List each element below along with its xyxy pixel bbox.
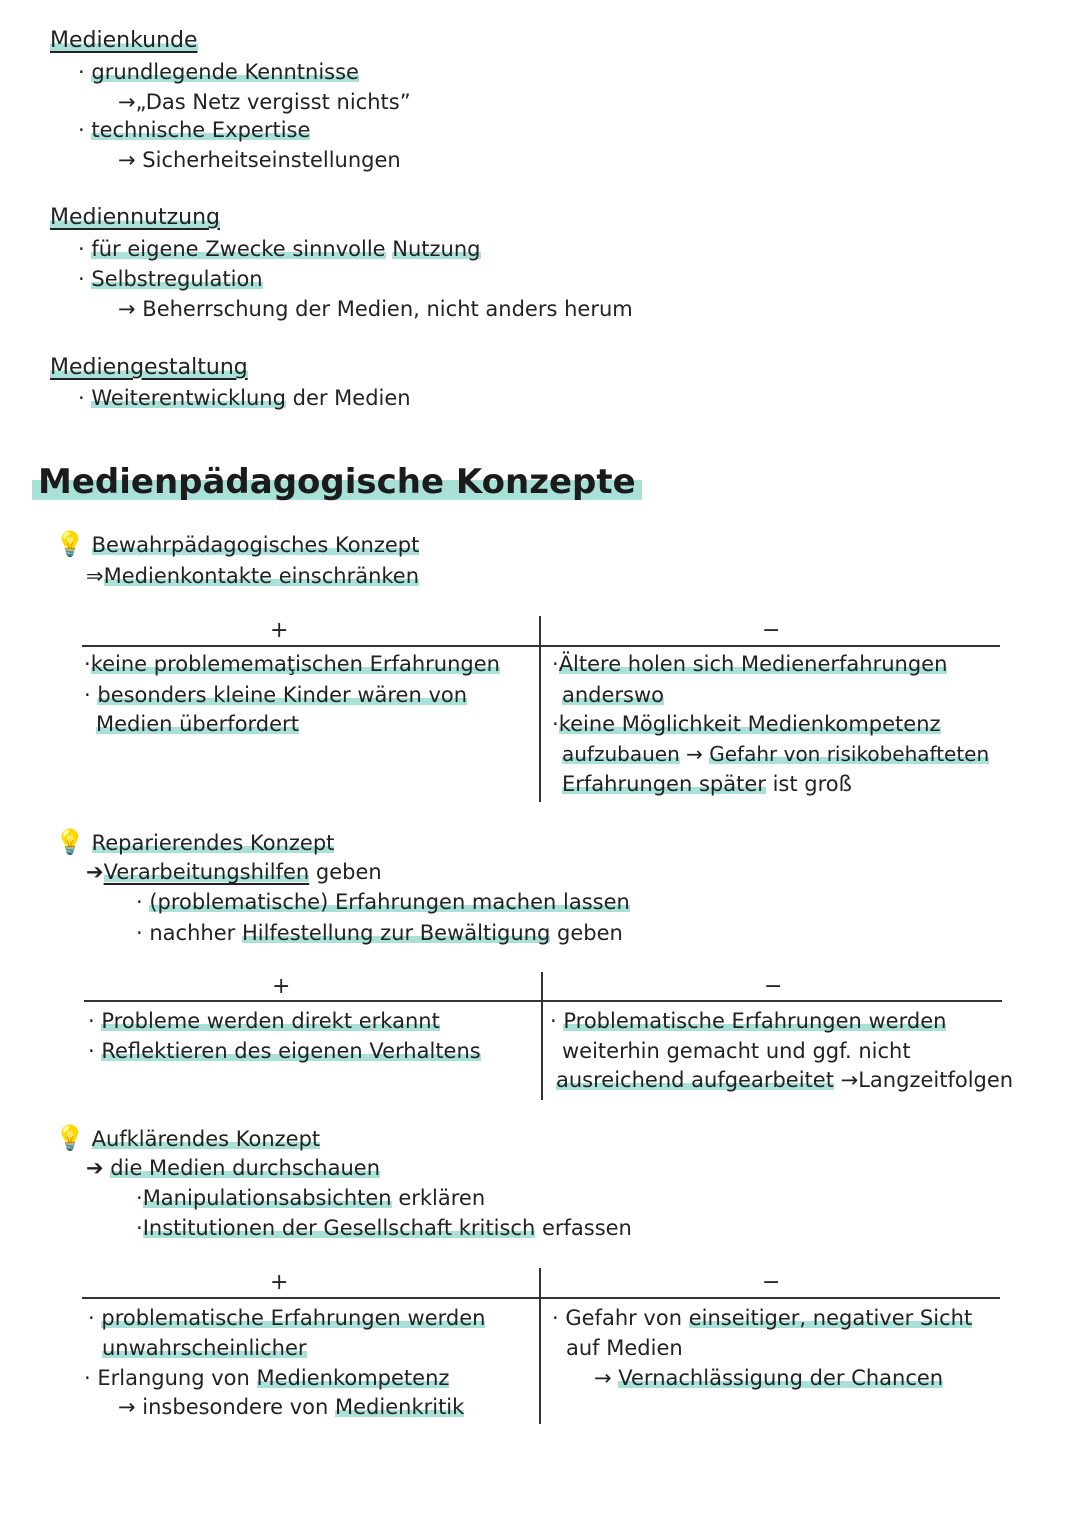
k1-pro-1: ·keine problememaţischen Erfahrungen	[84, 652, 500, 676]
k1-con-2: ·keine Möglichkeit Medienkompetenz	[552, 712, 941, 736]
k2-pro-2: · Reflektieren des eigenen Verhaltens	[88, 1039, 481, 1063]
mediengestaltung-heading: Mediengestaltung	[50, 355, 248, 380]
k3-subtitle-row	[86, 1156, 380, 1180]
k3-title-row	[55, 1124, 320, 1152]
k2-con-1-text: Problematische Erfahrungen werden	[563, 1009, 947, 1033]
k2-bullet-2: · nachher Hilfestellung zur Bewältigung geben	[136, 921, 623, 945]
k2-bullet-2-a: nachher	[149, 921, 236, 945]
k1-con-2b	[562, 742, 989, 766]
medienkunde-bullet-1: · grundlegende Kenntnisse	[78, 60, 359, 84]
k2-con-2-text: weiterhin gemacht und ggf. nicht	[562, 1039, 911, 1063]
k3-con-1-b: einseitiger, negativer Sicht	[688, 1306, 973, 1330]
arrow-right-icon: ➔	[86, 1156, 111, 1180]
k3-pro-1b	[102, 1336, 307, 1360]
mediengestaltung-bullet-1-text: Weiterentwicklung	[91, 386, 286, 410]
mediennutzung-bullet-2: · Selbstregulation	[78, 267, 263, 291]
k1-con-2-text: keine Möglichkeit Medienkompetenz	[558, 712, 941, 736]
k3-pro-2-b: Medienkompetenz	[256, 1366, 450, 1390]
k2-pro-1: · Probleme werden direkt erkannt	[88, 1009, 440, 1033]
medienkunde-bullet-2: · technische Expertise	[78, 118, 311, 142]
k3-plus-header: +	[270, 1270, 289, 1295]
k1-subtitle-row	[86, 564, 419, 588]
k3-con-1-a: Gefahr von	[565, 1306, 683, 1330]
k2-con-2	[562, 1039, 911, 1063]
k2-con-3-text: ausreichend aufgearbeitet	[556, 1068, 834, 1092]
k2-minus-header: −	[764, 974, 783, 999]
k1-con-2c-end: ist groß	[772, 772, 852, 796]
medienkunde-bullet-1-text: grundlegende Kenntnisse	[91, 60, 359, 84]
k2-con-3-end: Langzeitfolgen	[858, 1068, 1014, 1092]
k2-pro-1-text: Probleme werden direkt erkannt	[101, 1009, 440, 1033]
medienkunde-sub-2-text: Sicherheitseinstellungen	[142, 148, 401, 172]
medienkunde-sub-1	[118, 90, 411, 114]
mediennutzung-bullet-1-text: für eigene Zwecke sinnvolle	[91, 237, 386, 261]
k3-pro-2: · Erlangung von Medienkompetenz	[84, 1366, 450, 1390]
k1-title-row	[55, 530, 419, 558]
k1-con-1: ·Ältere holen sich Medienerfahrungen	[552, 652, 948, 676]
arrow-right-icon: →	[118, 148, 143, 172]
arrow-right-icon: →	[118, 297, 143, 321]
k3-pro-2-sub	[118, 1395, 464, 1419]
k1-pro-2-text: besonders kleine Kinder wären von	[97, 683, 468, 707]
k2-subtitle-end: geben	[315, 860, 382, 884]
k2-table-hline	[84, 1000, 1002, 1002]
k3-con-3-text: Vernachlässigung der Chancen	[618, 1366, 944, 1390]
k2-table-vline	[541, 972, 543, 1100]
k3-title: Aufklärendes Konzept	[91, 1127, 321, 1151]
k1-title: Bewahrpädagogisches Konzept	[91, 533, 420, 557]
medienkunde-sub-1-text: „Das Netz vergisst nichts”	[135, 90, 411, 114]
k3-minus-header: −	[762, 1270, 781, 1295]
k3-bullet-1-a: Manipulationsabsichten	[142, 1186, 392, 1210]
k2-con-1: · Problematische Erfahrungen werden	[550, 1009, 947, 1033]
k3-pro-1-text: problematische Erfahrungen werden	[101, 1306, 486, 1330]
k2-title: Reparierendes Konzept	[91, 831, 335, 855]
k3-bullet-2-a: Institutionen der Gesellschaft kritisch	[142, 1216, 536, 1240]
k1-con-1b	[562, 683, 664, 707]
k2-plus-header: +	[272, 974, 291, 999]
k3-bullet-2: ·Institutionen der Gesellschaft kritisch erfassen	[136, 1216, 632, 1240]
k3-con-1: · Gefahr von einseitiger, negativer Sicht	[552, 1306, 973, 1330]
k1-table-hline	[82, 645, 1000, 647]
k2-subtitle: Verarbeitungshilfen	[103, 860, 310, 884]
k3-bullet-1: ·Manipulationsabsichten erklären	[136, 1186, 486, 1210]
k1-con-2c-text: Erfahrungen später	[562, 772, 766, 796]
medienkunde-sub-2	[118, 148, 401, 172]
k3-table-hline	[82, 1297, 1000, 1299]
arrow-right-icon: →	[686, 742, 703, 766]
k2-bullet-1-text: (problematische) Erfahrungen machen lassen	[149, 890, 630, 914]
mediengestaltung-bullet-1-end: der Medien	[292, 386, 411, 410]
k2-title-row	[55, 828, 334, 856]
mediennutzung-bullet-1-end: Nutzung	[392, 237, 481, 261]
k2-bullet-2-c: geben	[557, 921, 623, 945]
k1-minus-header: −	[762, 618, 781, 643]
k1-pro-2: · besonders kleine Kinder wären von	[84, 683, 468, 707]
mediennutzung-sub-2	[118, 297, 633, 321]
k2-bullet-1: · (problematische) Erfahrungen machen lassen	[136, 890, 630, 914]
k3-pro-1: · problematische Erfahrungen werden	[88, 1306, 486, 1330]
lightbulb-icon: 💡	[55, 828, 85, 856]
k3-pro-2-a: Erlangung von	[97, 1366, 250, 1390]
k3-pro-1b-text: unwahrscheinlicher	[102, 1336, 307, 1360]
k1-con-2b-risk: Gefahr von risikobehafteten	[709, 742, 990, 766]
mediengestaltung-bullet-1: · Weiterentwicklung der Medien	[78, 386, 411, 410]
k1-subtitle: Medienkontakte einschränken	[103, 564, 420, 588]
mediennutzung-bullet-2-text: Selbstregulation	[91, 267, 263, 291]
k3-pro-2-sub-a: insbesondere von	[142, 1395, 329, 1419]
arrow-right-icon: →	[118, 90, 136, 114]
k1-con-2b-text: aufzubauen	[562, 742, 680, 766]
k3-con-3	[594, 1366, 943, 1390]
k1-con-2c	[562, 772, 852, 796]
k3-con-2-text: auf Medien	[566, 1336, 683, 1360]
k1-con-1b-text: anderswo	[562, 683, 665, 707]
k3-con-2	[566, 1336, 683, 1360]
k1-table-vline	[539, 616, 541, 802]
k3-bullet-2-b: erfassen	[541, 1216, 632, 1240]
lightbulb-icon: 💡	[55, 530, 85, 558]
arrow-right-icon: →	[118, 1395, 143, 1419]
k2-subtitle-row	[86, 860, 382, 884]
k2-con-3	[556, 1068, 1013, 1092]
k1-pro-2b-text: Medien überfordert	[96, 712, 299, 736]
double-arrow-right-icon: ⇒	[86, 564, 104, 588]
mediennutzung-bullet-1: · für eigene Zwecke sinnvolle Nutzung	[78, 237, 481, 261]
arrow-right-icon: →	[840, 1068, 859, 1092]
medienkunde-bullet-2-text: technische Expertise	[91, 118, 311, 142]
k1-con-1-text: Ältere holen sich Medienerfahrungen	[558, 652, 948, 676]
k1-pro-1-text: keine problememaţischen Erfahrungen	[90, 652, 500, 676]
mediennutzung-sub-2-text: Beherrschung der Medien, nicht anders herum	[142, 297, 633, 321]
mediennutzung-heading: Mediennutzung	[50, 205, 220, 230]
medienkunde-heading: Medienkunde	[50, 28, 198, 53]
k2-bullet-2-b: Hilfestellung zur Bewältigung	[241, 921, 551, 945]
k3-subtitle: die Medien durchschauen	[110, 1156, 381, 1180]
k2-pro-2-text: Reflektieren des eigenen Verhaltens	[101, 1039, 481, 1063]
k1-pro-2b	[96, 712, 299, 736]
k3-table-vline	[539, 1268, 541, 1424]
arrow-right-icon: →	[594, 1366, 619, 1390]
section-title: Medienpädagogische Konzepte	[32, 462, 642, 502]
k1-plus-header: +	[270, 618, 289, 643]
lightbulb-icon: 💡	[55, 1124, 85, 1152]
k3-bullet-1-b: erklären	[398, 1186, 486, 1210]
arrow-right-icon: ➔	[86, 860, 104, 884]
k3-pro-2-sub-b: Medienkritik	[335, 1395, 465, 1419]
